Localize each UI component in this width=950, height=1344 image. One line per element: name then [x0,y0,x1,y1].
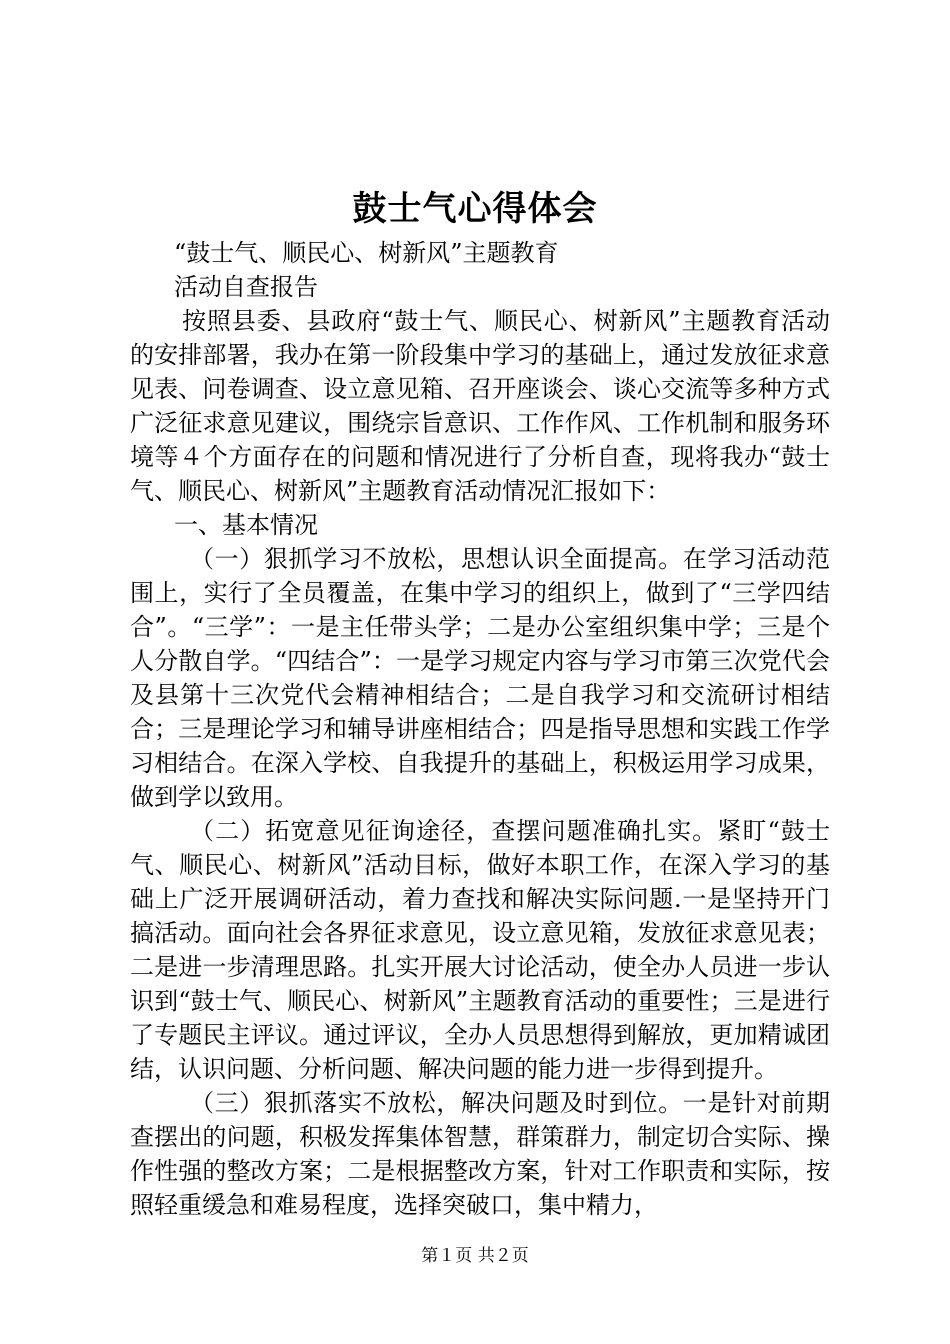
paragraph-intro: 按照县委、县政府“鼓士气、顺民心、树新风”主题教育活动的安排部署，我办在第一阶段集中学习的基础上，通过发放征求意见表、问卷调查、设立意见箱、召开座谈会、谈心交流等多种方式广泛征求意见建议，围绕宗旨意识、工作作风、工作机制和服务环境等４个方面存在的问题和情况进行了分析自查，现将我办“鼓士气、顺民心、树新风”主题教育活动情况汇报如下： [130,307,830,505]
paragraph-section-2: （二）拓宽意见征询途径，查摆问题准确扎实。紧盯“鼓士气、顺民心、树新风”活动目标，做好本职工作，在深入学习的基础上广泛开展调研活动，着力查找和解决实际问题.一是坚持开门搞活动。面向社会各界征求意见，设立意见箱，发放征求意见表；二是进一步清理思路。扎实开展大讨论活动，使全办人员进一步认识到“鼓士气、顺民心、树新风”主题教育活动的重要性；三是进行了专题民主评议。通过评议，全办人员思想得到解放，更加精诚团结，认识问题、分析问题、解决问题的能力进一步得到提升。 [130,817,830,1083]
paragraph-section-1: （一）狠抓学习不放松，思想认识全面提高。在学习活动范围上，实行了全员覆盖，在集中学习的组织上，做到了“三学四结合”。“三学”：一是主任带头学；二是办公室组织集中学；三是个人分散自学。“四结合”：一是学习规定内容与学习市第三次党代会及县第十三次党代会精神相结合；二是自我学习和交流研讨相结合；三是理论学习和辅导讲座相结合；四是指导思想和实践工作学习相结合。在深入学校、自我提升的基础上，积极运用学习成果，做到学以致用。 [130,545,830,811]
page-footer: 第１页 共２页 [421,1246,529,1266]
document-title: 鼓士气心得体会 [352,189,598,229]
paragraph-section-3: （三）狠抓落实不放松，解决问题及时到位。一是针对前期查摆出的问题，积极发挥集体智慧，群策群力，制定切合实际、操作性强的整改方案；二是根据整改方案，针对工作职责和实际，按照轻重缓急和难易程度，选择突破口，集中精力， [130,1089,830,1219]
section-heading: 一、基本情况 [174,511,318,539]
document-body [130,236,830,1222]
subtitle-line-1: “鼓士气、顺民心、树新风”主题教育 [174,239,559,267]
subtitle-line-2: 活动自查报告 [174,273,318,301]
